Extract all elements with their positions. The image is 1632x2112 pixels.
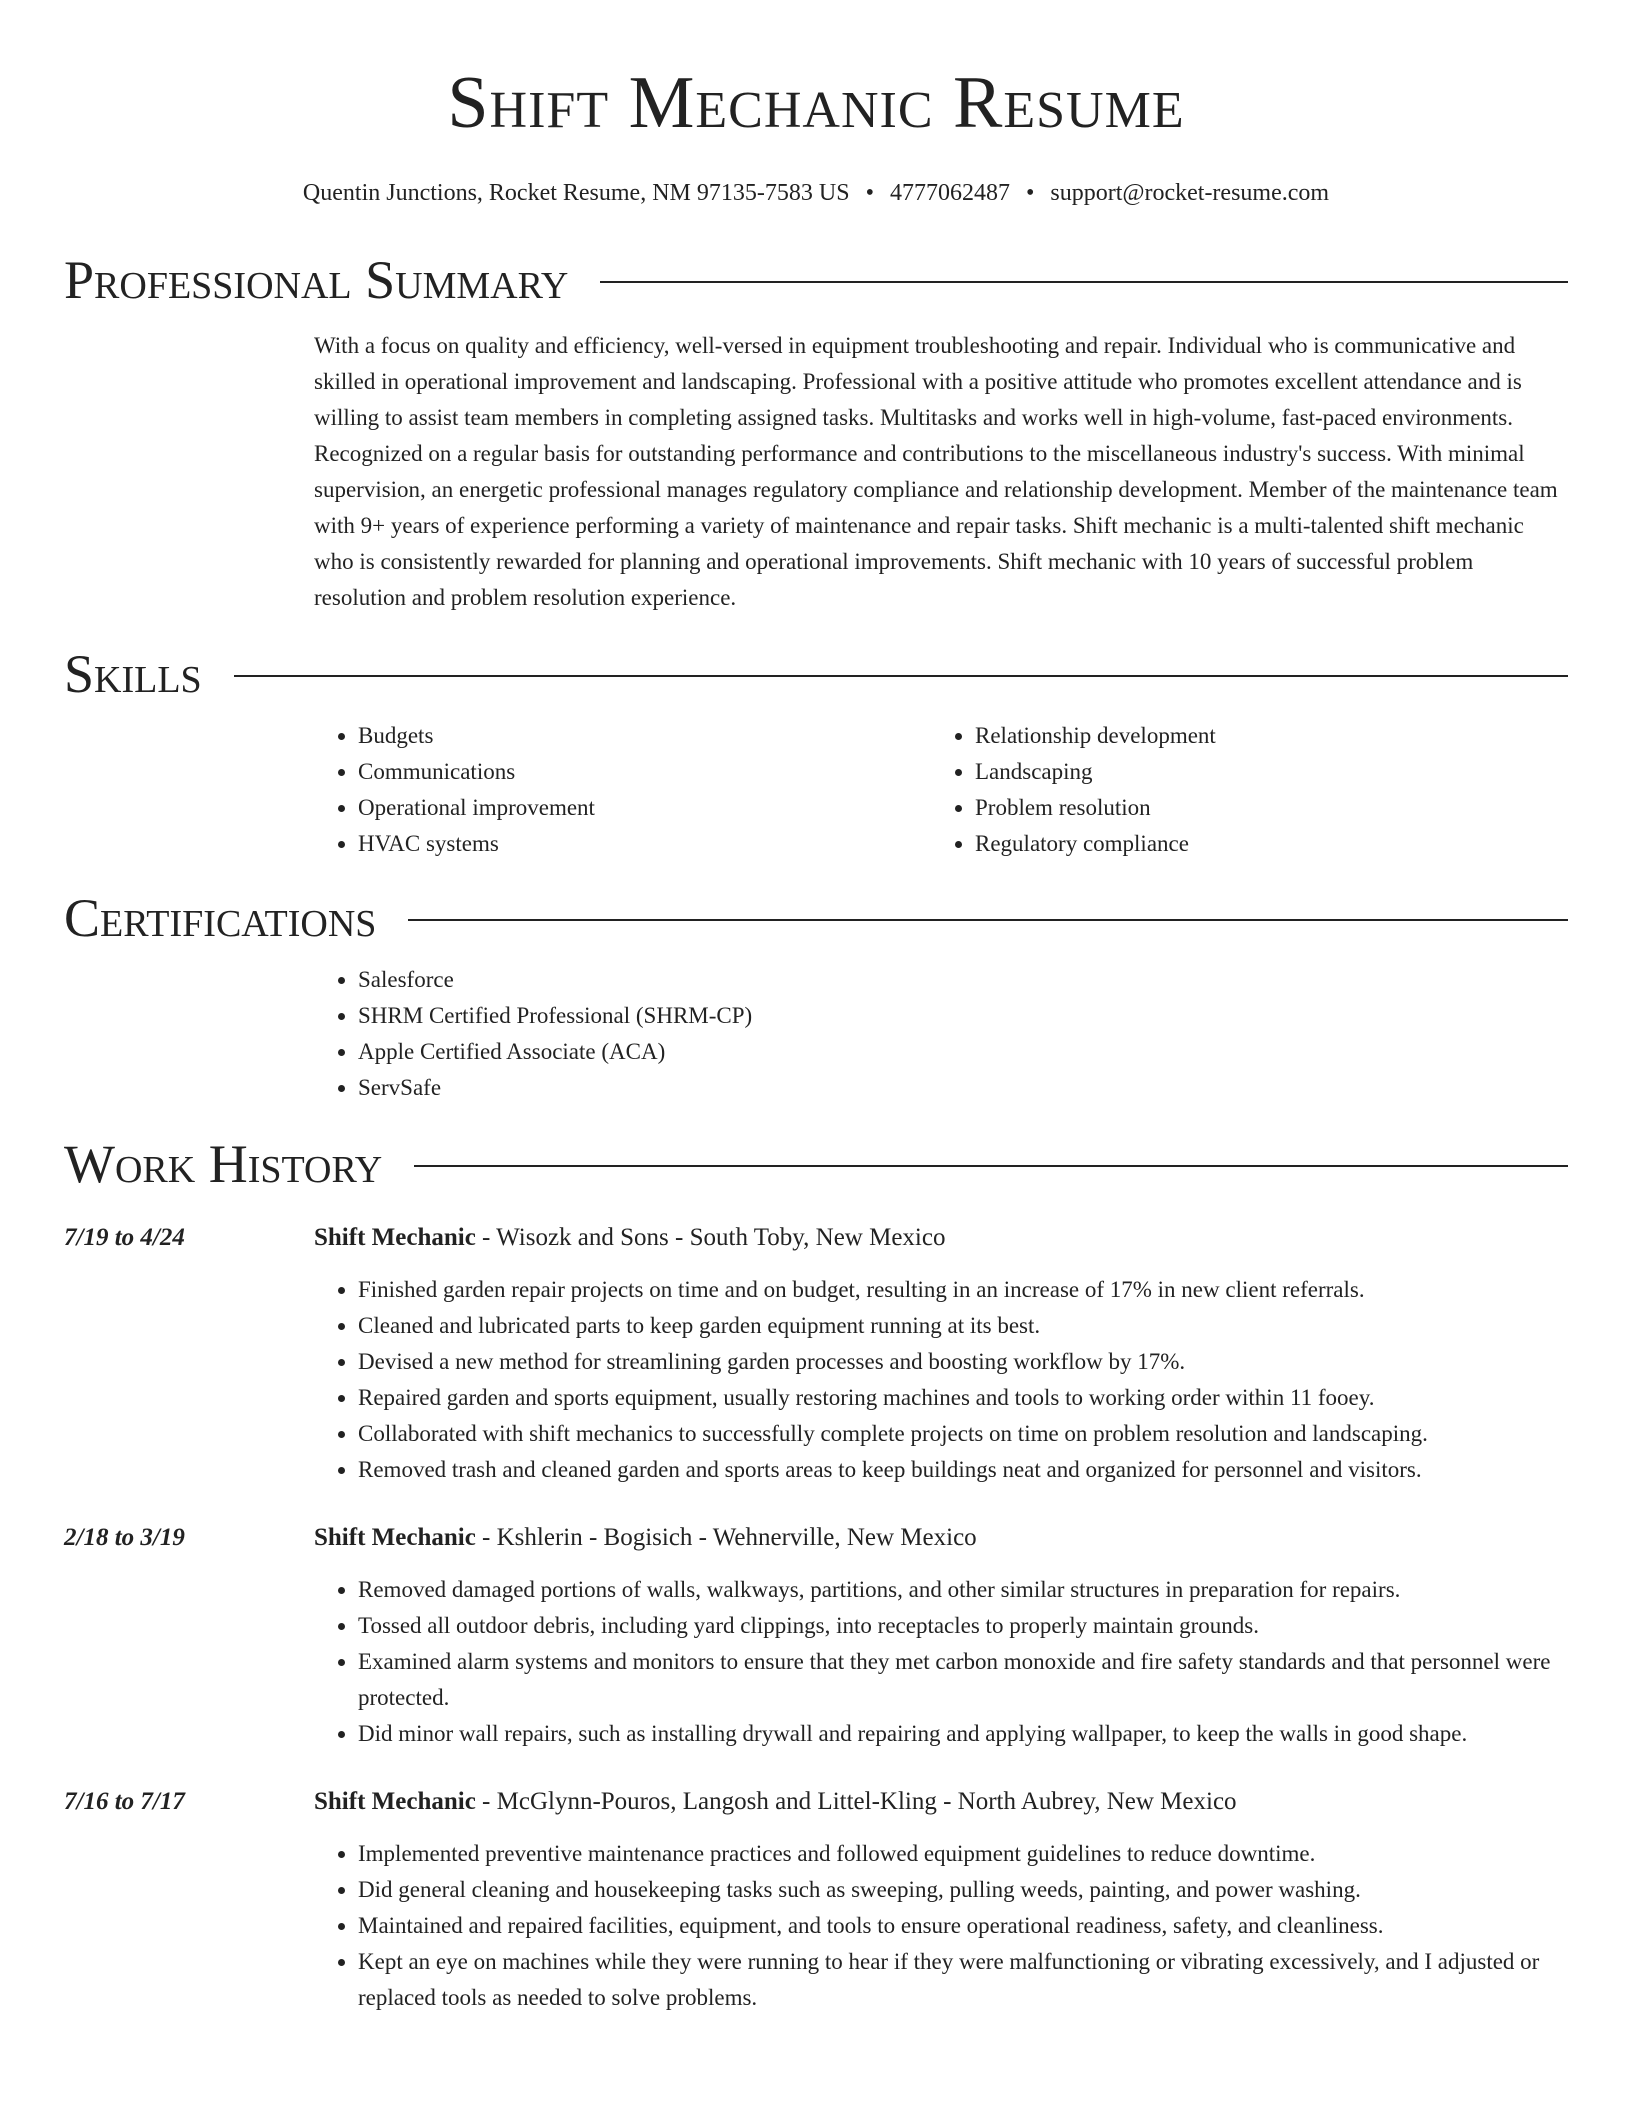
skill-item: • Operational improvement <box>358 790 931 826</box>
skills-grid <box>314 718 1568 862</box>
job-employer-location: - McGlynn-Pouros, Langosh and Littel-Kling - North Aubrey, New Mexico <box>475 1788 1237 1815</box>
job-duty-item: • Kept an eye on machines while they were running to hear if they were malfunctioning or vibrating excessively, and I adjusted or replaced tools as needed to solve problems. <box>358 1944 1568 2016</box>
certification-item: • SHRM Certified Professional (SHRM-CP) <box>358 998 1568 1034</box>
section-summary-header <box>64 248 1568 312</box>
section-divider <box>408 919 1568 921</box>
job-entry <box>64 1784 1568 2016</box>
section-certifications-header <box>64 886 1568 950</box>
job-duties <box>314 1572 1568 1752</box>
skill-item: • Relationship development <box>975 718 1548 754</box>
job-duties <box>314 1836 1568 2016</box>
job-duty-item: • Did general cleaning and housekeeping tasks such as sweeping, pulling weeds, painting, and power washing. <box>358 1872 1568 1908</box>
job-duty-item: • Collaborated with shift mechanics to successfully complete projects on time on problem resolution and landscaping. <box>358 1416 1568 1452</box>
skills-column-left <box>314 718 931 862</box>
summary-text: With a focus on quality and efficiency, well-versed in equipment troubleshooting and repair. Individual who is communicative and skilled in operational improvement and landscaping. Professional with a positive attitude who promotes excellent attendance and is willing to assist team members in completing assigned tasks. Multitasks and works well in high-volume, fast-paced environments. Recognized on a regular basis for outstanding performance and contributions to the miscellaneous industry's success. With minimal supervision, an energetic professional manages regulatory compliance and relationship development. Member of the maintenance team with 9+ years of experience performing a variety of maintenance and repair tasks. Shift mechanic is a multi-talented shift mechanic who is consistently rewarded for planning and operational improvements. Shift mechanic with 10 years of successful problem resolution and problem resolution experience. <box>314 333 1558 610</box>
skill-item: • Budgets <box>358 718 931 754</box>
job-duty-item: • Did minor wall repairs, such as installing drywall and repairing and applying wallpaper, to keep the walls in good shape. <box>358 1716 1568 1752</box>
job-employer-location: - Kshlerin - Bogisich - Wehnerville, New Mexico <box>475 1524 977 1551</box>
certifications-list <box>314 962 1568 1106</box>
section-heading: Certifications <box>64 888 377 948</box>
skill-item: • Landscaping <box>975 754 1548 790</box>
resume-title: Shift Mechanic Resume <box>447 62 1185 144</box>
job-dates: 2/18 to 3/19 <box>64 1524 185 1551</box>
section-divider <box>414 1165 1568 1167</box>
contact-address: Quentin Junctions, Rocket Resume, NM 97135-7583 US <box>302 180 850 206</box>
job-duty-item: • Finished garden repair projects on time and on budget, resulting in an increase of 17% in new client referrals. <box>358 1272 1568 1308</box>
skill-item: • HVAC systems <box>358 826 931 862</box>
section-heading: Skills <box>64 644 202 704</box>
contact-separator: • <box>865 180 874 206</box>
job-title: Shift Mechanic <box>314 1224 476 1251</box>
job-duties <box>314 1272 1568 1488</box>
job-duty-item: • Maintained and repaired facilities, equipment, and tools to ensure operational readiness, safety, and cleanliness. <box>358 1908 1568 1944</box>
job-dates: 7/16 to 7/17 <box>64 1788 185 1815</box>
skills-column-right <box>931 718 1548 862</box>
skill-item: • Regulatory compliance <box>975 826 1548 862</box>
section-heading: Work History <box>64 1134 383 1194</box>
contact-separator: • <box>1025 180 1035 206</box>
job-duty-item: • Removed trash and cleaned garden and sports areas to keep buildings neat and organized for personnel and visitors. <box>358 1452 1568 1488</box>
skill-item: • Problem resolution <box>975 790 1548 826</box>
section-divider <box>600 281 1568 283</box>
job-entry <box>64 1220 1568 1488</box>
job-employer-location: - Wisozk and Sons - South Toby, New Mexico <box>475 1224 946 1251</box>
job-title: Shift Mechanic <box>314 1788 476 1815</box>
certification-item: • ServSafe <box>358 1070 1568 1106</box>
job-header <box>64 1220 1568 1256</box>
job-duty-item: • Removed damaged portions of walls, walkways, partitions, and other similar structures in preparation for repairs. <box>358 1572 1568 1608</box>
contact-email: support@rocket-resume.com <box>1050 180 1330 206</box>
skill-item: • Communications <box>358 754 931 790</box>
contact-phone: 4777062487 <box>889 180 1010 206</box>
job-entry <box>64 1520 1568 1752</box>
section-skills-header <box>64 642 1568 706</box>
job-duty-item: • Implemented preventive maintenance practices and followed equipment guidelines to reduce downtime. <box>358 1836 1568 1872</box>
certification-item: • Apple Certified Associate (ACA) <box>358 1034 1568 1070</box>
job-dates: 7/19 to 4/24 <box>64 1224 185 1251</box>
certification-item: • Salesforce <box>358 962 1568 998</box>
job-duty-item: • Devised a new method for streamlining garden processes and boosting workflow by 17%. <box>358 1344 1568 1380</box>
job-duty-item: • Tossed all outdoor debris, including yard clippings, into receptacles to properly maintain grounds. <box>358 1608 1568 1644</box>
job-duty-item: • Repaired garden and sports equipment, usually restoring machines and tools to working order within 11 fooey. <box>358 1380 1568 1416</box>
job-duty-item: • Examined alarm systems and monitors to ensure that they met carbon monoxide and fire safety standards and that personnel were protected. <box>358 1644 1568 1716</box>
contact-line <box>64 178 1568 208</box>
job-header <box>64 1784 1568 1820</box>
section-divider <box>234 675 1568 677</box>
section-work-history-header <box>64 1132 1568 1196</box>
job-header <box>64 1520 1568 1556</box>
job-duty-item: • Cleaned and lubricated parts to keep garden equipment running at its best. <box>358 1308 1568 1344</box>
section-heading: Professional Summary <box>64 250 569 310</box>
job-title: Shift Mechanic <box>314 1524 476 1551</box>
